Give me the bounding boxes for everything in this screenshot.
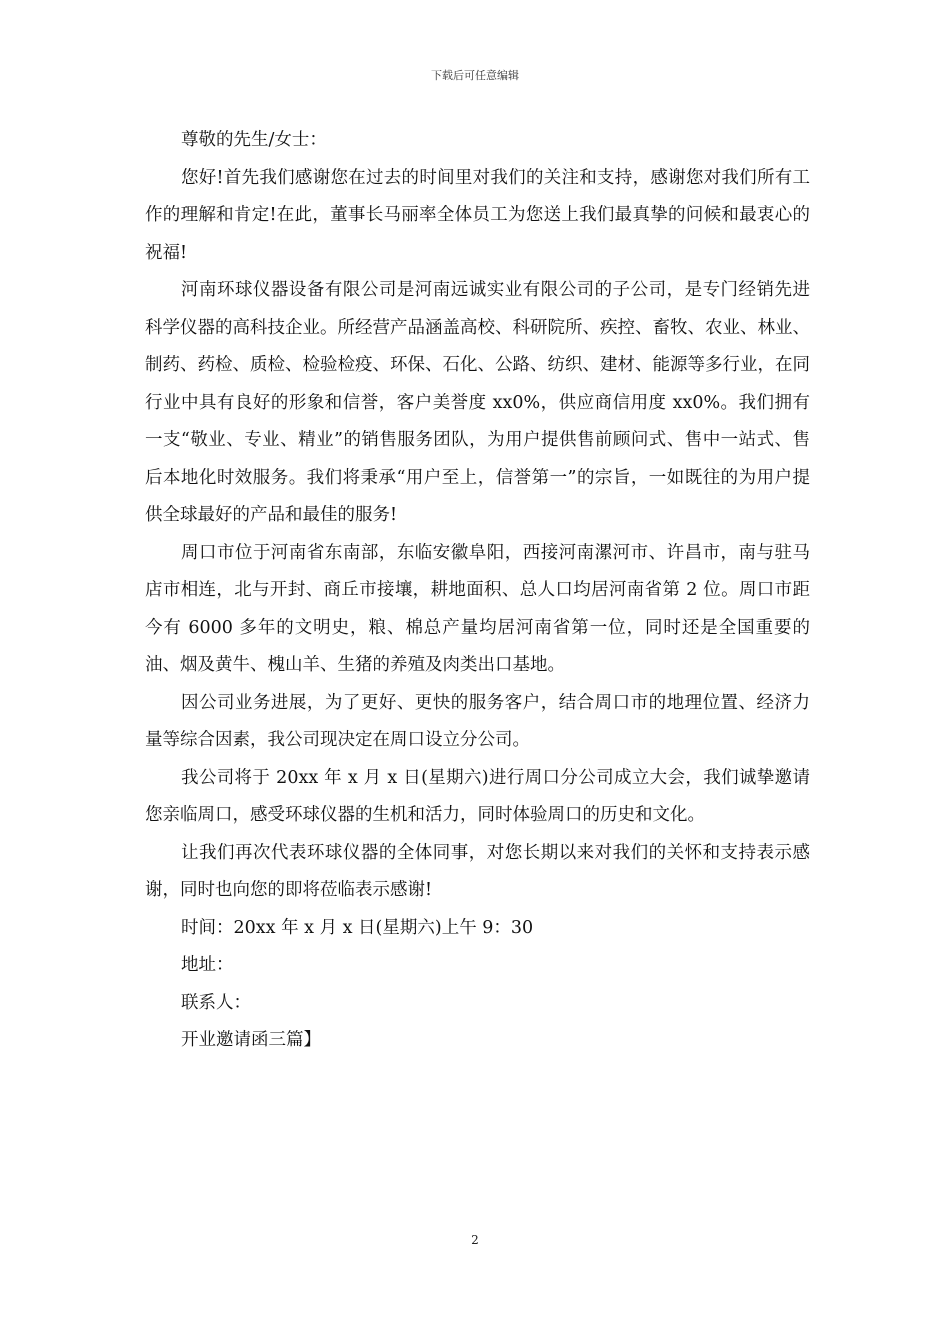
page-header-note: 下载后可任意编辑 [431, 69, 519, 82]
page-number: 2 [471, 1233, 479, 1247]
paragraph-invitation: 我公司将于 20xx 年 x 月 x 日(星期六)进行周口分公司成立大会，我们诚挚邀请您亲临周口，感受环球仪器的生机和活力，同时体验周口的历史和文化。 [145, 767, 810, 825]
letter-greeting: 尊敬的先生/女士： [181, 130, 327, 150]
paragraph-closing-thanks: 让我们再次代表环球仪器的全体同事，对您长期以来对我们的关怀和支持表示感谢，同时也向您的即将莅临表示感谢! [145, 842, 810, 900]
section-closing-title: 开业邀请函三篇】 [181, 1030, 321, 1050]
letter-body [145, 122, 810, 1060]
event-address-line: 地址： [181, 955, 234, 975]
paragraph-company-intro: 河南环球仪器设备有限公司是河南远诚实业有限公司的子公司，是专门经销先进科学仪器的高科技企业。所经营产品涵盖高校、科研院所、疾控、畜牧、农业、林业、制药、药检、质检、检验检疫、环保、石化、公路、纺织、建材、能源等多行业，在同行业中具有良好的形象和信誉，客户美誉度 xx0%，供应商信用度 xx0%。我们拥有一支“敬业、专业、精业”的销售服务团队，为用户提供售前顾问式、售中一站式、售后本地化时效服务。我们将秉承“用户至上，信誉第一”的宗旨，一如既往的为用户提供全球最好的产品和最佳的服务! [145, 280, 810, 525]
event-time-line: 时间：20xx 年 x 月 x 日(星期六)上午 9：30 [181, 917, 534, 938]
paragraph-thanks: 您好!首先我们感谢您在过去的时间里对我们的关注和支持，感谢您对我们所有工作的理解和肯定!在此，董事长马丽率全体员工为您送上我们最真挚的问候和最衷心的祝福! [145, 167, 810, 263]
event-contact-line: 联系人： [181, 992, 251, 1013]
paragraph-branch-decision: 因公司业务进展，为了更好、更快的服务客户，结合周口市的地理位置、经济力量等综合因素，我公司现决定在周口设立分公司。 [145, 692, 810, 750]
paragraph-zhoukou-intro: 周口市位于河南省东南部，东临安徽阜阳，西接河南漯河市、许昌市，南与驻马店市相连，北与开封、商丘市接壤，耕地面积、总人口均居河南省第 2 位。周口市距今有 6000 多年的文明史，粮、棉总产量均居河南省第一位，同时还是全国重要的油、烟及黄牛、槐山羊、生猪的养殖及肉类出口基地。 [145, 542, 810, 675]
